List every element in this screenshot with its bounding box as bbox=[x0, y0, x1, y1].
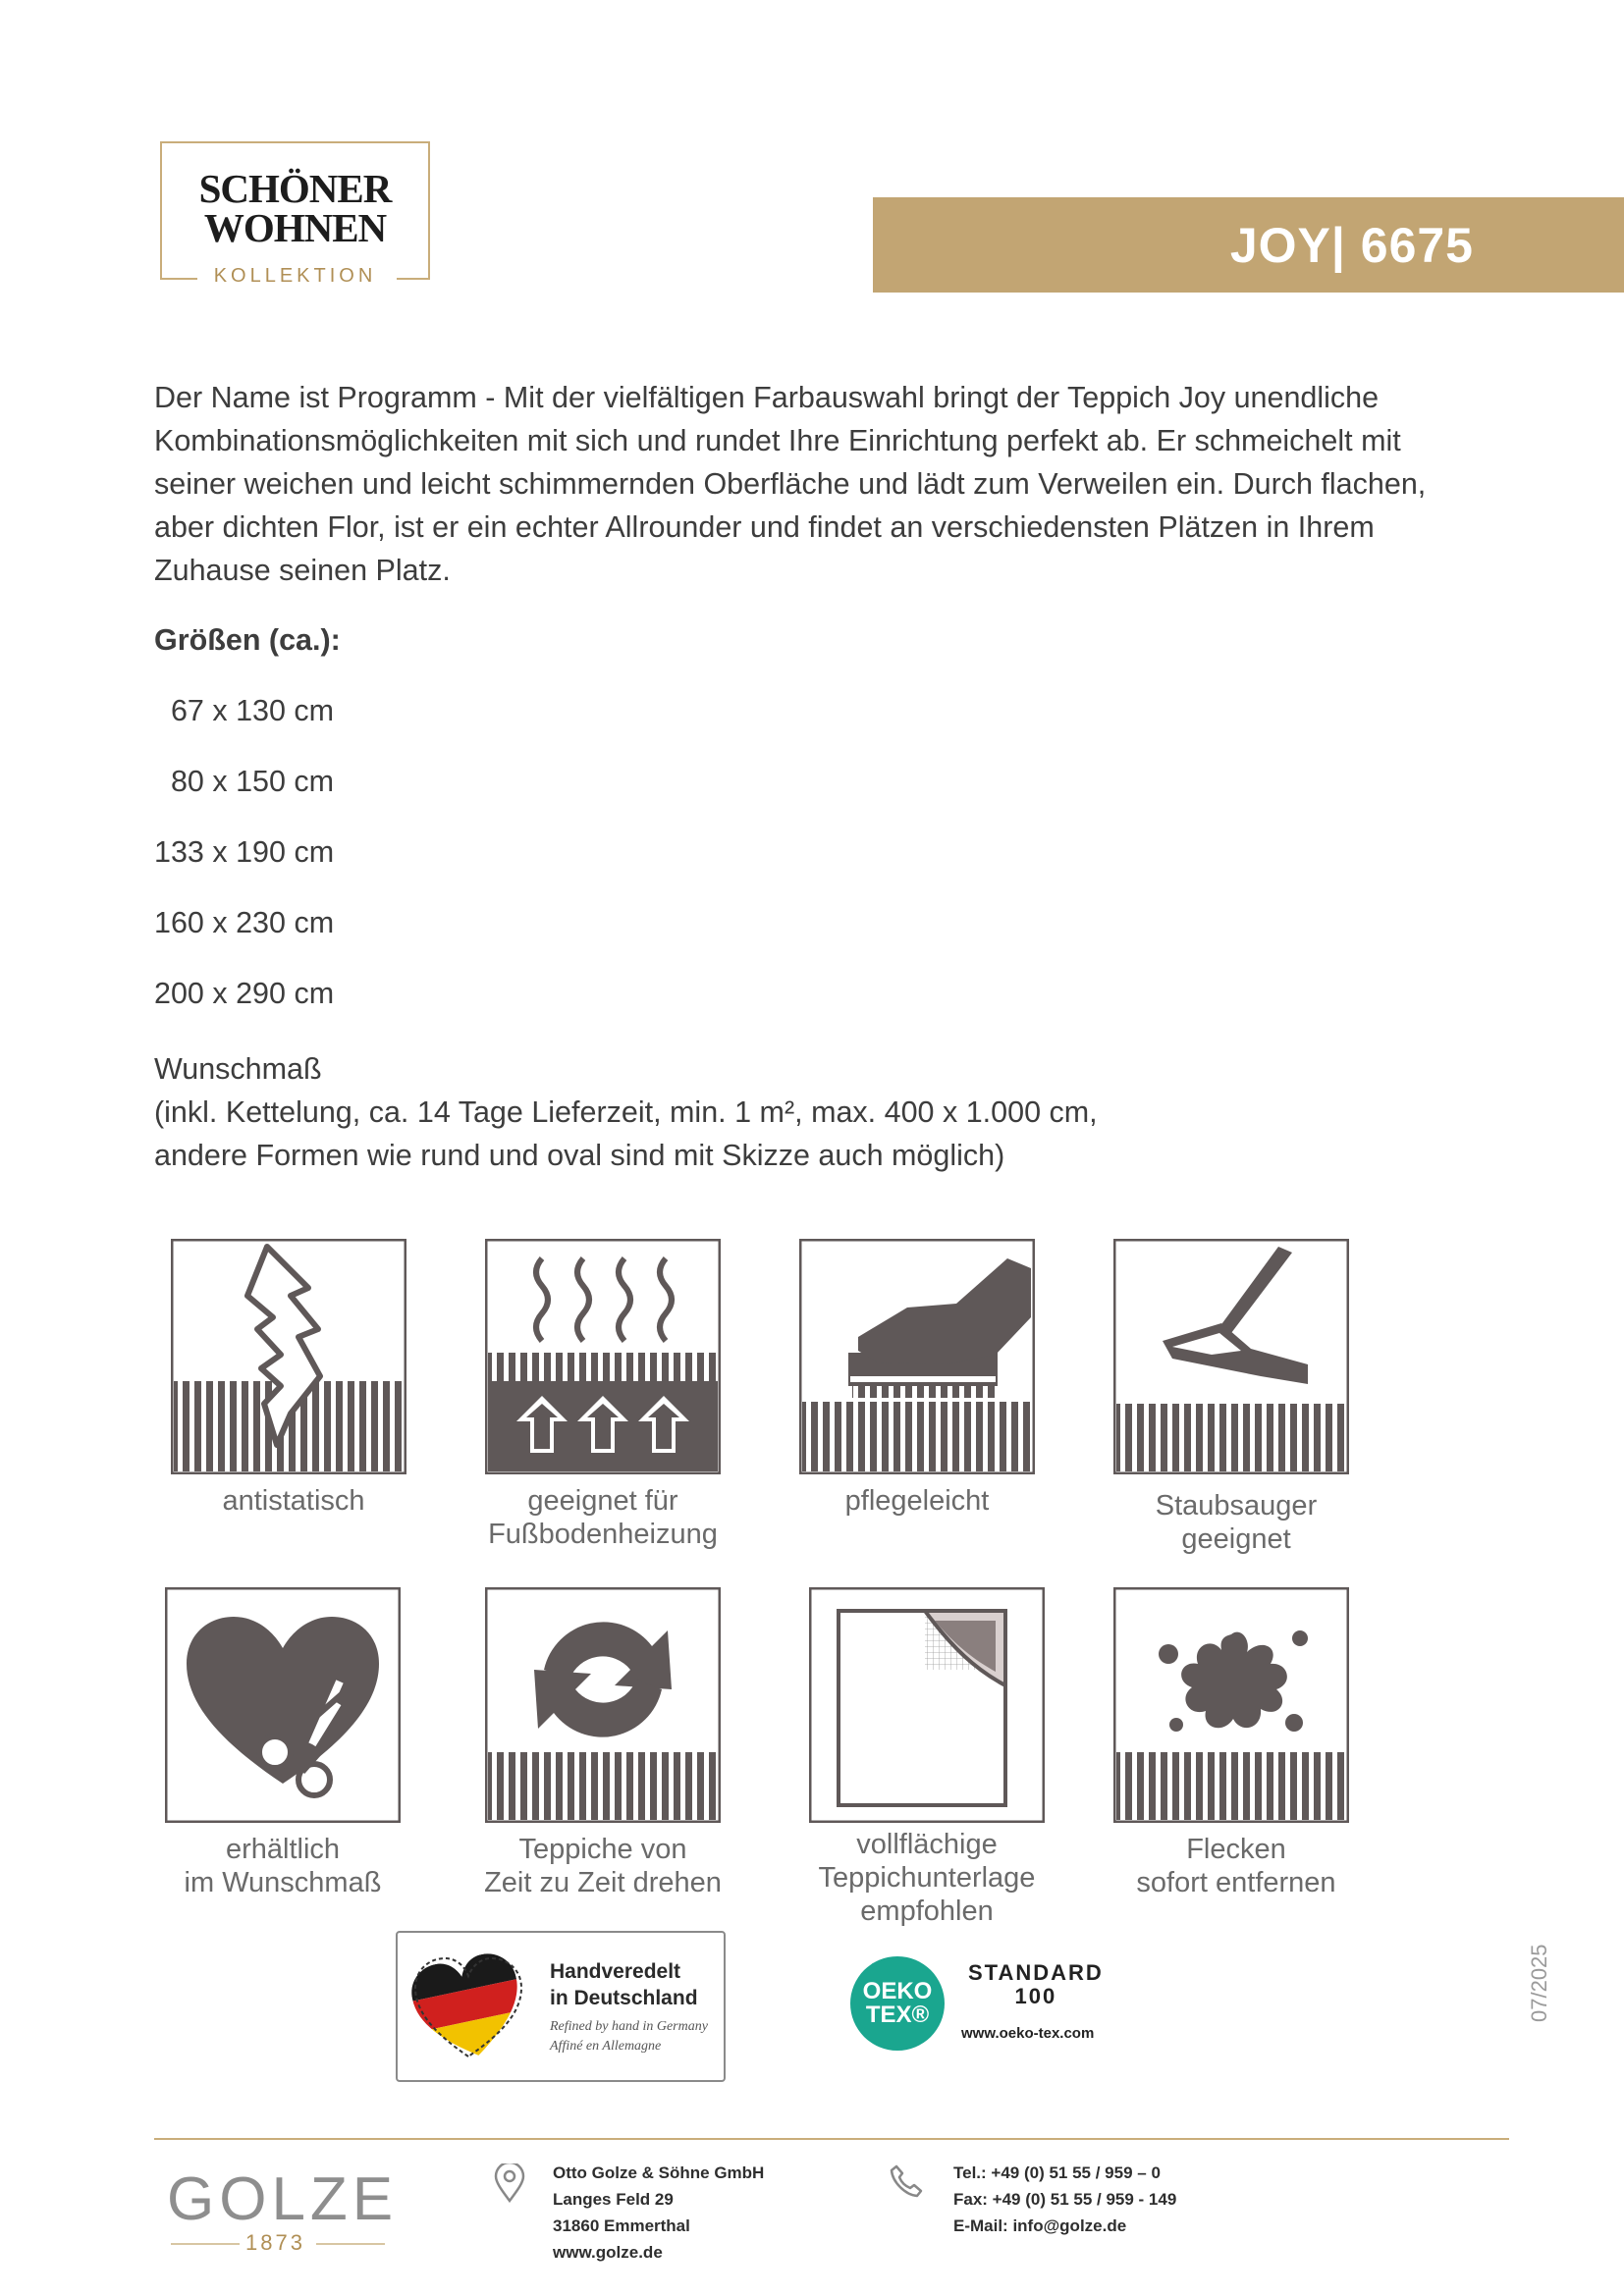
sizes-heading: Größen (ca.): bbox=[154, 623, 341, 657]
custom-size-note: andere Formen wie rund und oval sind mit Skizze auch möglich) bbox=[154, 1139, 1005, 1172]
underlay-icon bbox=[809, 1587, 1045, 1823]
footer-contact: Tel.: +49 (0) 51 55 / 959 – 0 Fax: +49 (0) 51 55 / 959 - 149 E-Mail: info@golze.de bbox=[953, 2163, 1177, 2235]
easy-care-label: pflegeleicht bbox=[844, 1485, 990, 1517]
floor-heating-icon bbox=[485, 1239, 721, 1474]
custom-size-icon bbox=[165, 1587, 401, 1823]
antistatic-label: antistatisch bbox=[222, 1485, 365, 1517]
oeko-url: www.oeko-tex.com bbox=[961, 2025, 1095, 2042]
oeko-standard: STANDARD 100 bbox=[968, 1960, 1104, 2008]
product-title-bar bbox=[873, 197, 1624, 293]
custom-size-label: erhältlich im Wunschmaß bbox=[184, 1834, 382, 1898]
vacuum-icon bbox=[1113, 1239, 1349, 1474]
vacuum-label: Staubsauger geeignet bbox=[1155, 1490, 1318, 1555]
underlay-label: vollflächige Teppichunterlage empfohlen bbox=[818, 1829, 1036, 1927]
size-item: 133 x 190 cm bbox=[154, 835, 335, 869]
footer-address: Otto Golze & Söhne GmbH Langes Feld 29 31860 Emmerthal www.golze.de bbox=[553, 2163, 765, 2262]
floor-heating-label: geeignet für Fußbodenheizung bbox=[488, 1485, 718, 1550]
brand-logo-subtitle: KOLLEKTION bbox=[213, 265, 377, 287]
antistatic-icon bbox=[171, 1239, 406, 1474]
product-description: Der Name ist Programm - Mit der vielfältigen Farbauswahl bringt der Teppich Joy unendliche Kombinationsmöglichkeiten mit sich und rundet Ihre Einrichtung perfekt ab. Er schmeichelt mit seiner weichen und leicht schimmernden Oberfläche und lädt zum Verweilen ein. Durch flachen, aber dichten Flor, ist er ein echter Allrounder und findet an verschiedensten Plätzen in Ihrem Zuhause seinen Platz. bbox=[154, 381, 1427, 587]
product-title: JOY| 6675 bbox=[1229, 218, 1474, 273]
footer-divider bbox=[154, 2138, 1509, 2140]
custom-size-note: (inkl. Kettelung, ca. 14 Tage Lieferzeit, min. 1 m², max. 400 x 1.000 cm, bbox=[154, 1095, 1098, 1129]
footer-brand-line bbox=[171, 2243, 240, 2245]
size-item: 80 x 150 cm bbox=[154, 765, 335, 798]
brand-logo-title: SCHÖNER WOHNEN bbox=[198, 166, 392, 250]
german-flag-heart-icon bbox=[409, 1949, 527, 2066]
handmade-subtitle: Refined by hand in Germany Affiné en Allemagne bbox=[550, 2019, 708, 2054]
oeko-brand: TEX® bbox=[865, 2002, 930, 2028]
stain-label: Flecken sofort entfernen bbox=[1136, 1834, 1336, 1898]
footer-brand-year: 1873 bbox=[245, 2230, 305, 2255]
size-item: 200 x 290 cm bbox=[154, 977, 335, 1010]
custom-size-title: Wunschmaß bbox=[154, 1052, 322, 1086]
easy-care-icon bbox=[799, 1239, 1035, 1474]
rotate-label: Teppiche von Zeit zu Zeit drehen bbox=[484, 1834, 722, 1898]
location-pin-icon bbox=[493, 2163, 526, 2203]
size-item: 160 x 230 cm bbox=[154, 906, 335, 939]
footer-brand: GOLZE bbox=[167, 2165, 399, 2233]
document-date: 07/2025 bbox=[1527, 1944, 1551, 2022]
phone-icon bbox=[889, 2163, 924, 2199]
handmade-title: Handveredelt in Deutschland bbox=[550, 1960, 698, 2009]
custom-size-info bbox=[154, 1047, 1098, 1177]
oeko-brand: OEKO bbox=[862, 1978, 933, 2004]
rotate-icon bbox=[485, 1587, 721, 1823]
oeko-tex-logo bbox=[850, 1956, 945, 2051]
footer-brand-line bbox=[316, 2243, 385, 2245]
stain-icon bbox=[1113, 1587, 1349, 1823]
size-item: 67 x 130 cm bbox=[154, 694, 335, 727]
